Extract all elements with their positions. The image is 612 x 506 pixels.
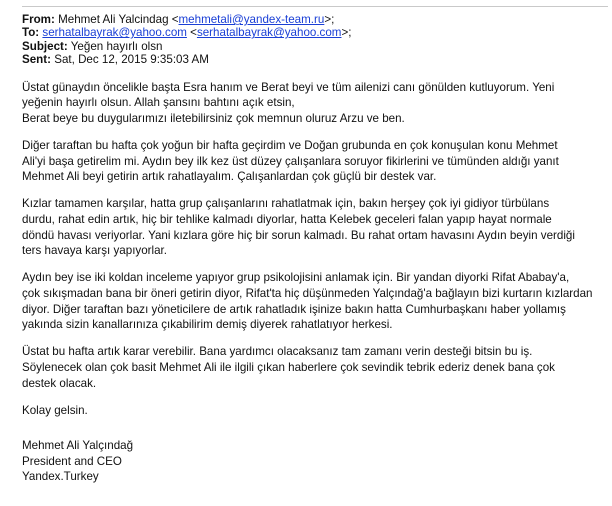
to-label: To: xyxy=(22,26,40,40)
closing-line: Kolay gelsin. xyxy=(22,403,88,417)
body-paragraph: Üstat günaydın öncelikle başta Esra hanım ve Berat beyi ve tüm ailenizi canı gönülden kutluyorum. Yeni yeğenin hayırlı olsun. Allah şansını bahtını açık etsin, Berat beye bu duygularımızı iletebilirsiniz çok memnun oluruz Arzu ve ben. xyxy=(22,80,555,125)
sent-line xyxy=(22,53,608,66)
body-paragraph: Diğer taraftan bu hafta çok yoğun bir hafta geçirdim ve Doğan grubunda en çok konuşulan konu Mehmet Ali'yi başa getirelim mi. Aydın bey ilk kez üst düzey çalışanlara soruyor fikirlerini ve tümünden aldığı yanıt Mehmet Ali beyi getirin artık rahatlayalım. Çalışanlardan çok güçlü bir destek var. xyxy=(22,139,559,184)
from-label: From: xyxy=(22,13,55,26)
body-paragraph: Üstat bu hafta artık karar verebilir. Bana yardımcı olacaksanız tam zamanı verin desteği bitsin bu iş. Söylenecek olan çok basit Mehmet Ali ile ilgili çıkan haberlere çok sevindik tebrik ederiz denek bana çok destek olacak. xyxy=(22,345,555,390)
signature-title: President and CEO xyxy=(22,454,122,468)
to-line: To: serhatalbayrak@yahoo.com <serhatalbayrak@yahoo.com>; xyxy=(22,26,352,40)
from-email-link[interactable]: mehmetali@yandex-team.ru xyxy=(178,13,325,26)
subject-line xyxy=(22,40,608,53)
sent-date: Sat, Dec 12, 2015 9:35:03 AM xyxy=(54,53,209,67)
from-line: From: Mehmet Ali Yalcindag <mehmetali@yandex-team.ru>; xyxy=(22,13,335,26)
from-name: Mehmet Ali Yalcindag xyxy=(58,13,169,26)
signature-block xyxy=(22,438,608,485)
signature-company: Yandex.Turkey xyxy=(22,470,99,484)
subject-label: Subject: xyxy=(22,39,68,53)
body-paragraph: Aydın bey ise iki koldan inceleme yapıyor grup psikolojisini anlamak için. Bir yandan diyorki Rifat Ababay'a, çok sıkışmadan bana bir öneri getirin diyor, Rifat'ta hiç düşünmeden Yalçındağ'a bağlayın bizi kurtarın kızlardan diyor. Diğer taraftan bazı yöneticilere de artık rahatladık işinize bakın hatta Cumhurbaşkanı haber yollamış yakında sizin kanallarınıza çıkabilirim demiş diyerek rahatlatıyor herkesi. xyxy=(22,271,593,332)
email-message xyxy=(22,6,608,485)
to-email-link-2[interactable]: serhatalbayrak@yahoo.com xyxy=(196,26,342,40)
body-paragraph: Kızlar tamamen karşılar, hatta grup çalışanlarını rahatlatmak için, bakın herşey çok iyi gidiyor türbülans durdu, rahat edin artık, hiç bir tehlike kalmadı diyorlar, hatta Kelebek geceleri falan yapıp hayat normale döndü havası veriyorlar. Yani kızlara göre hiç bir sorun kalmadı. Bu rahat ortam havasını Aydın beyin verdiği ters havaya karşı yapıyorlar. xyxy=(22,197,575,258)
subject-text: Yeğen hayırlı olsn xyxy=(70,39,163,53)
email-body xyxy=(22,80,608,419)
signature-name: Mehmet Ali Yalçındağ xyxy=(22,439,134,453)
email-header xyxy=(22,13,608,67)
to-email-link-1[interactable]: serhatalbayrak@yahoo.com xyxy=(42,26,187,40)
header-divider xyxy=(22,6,608,7)
sent-label: Sent: xyxy=(22,53,51,67)
